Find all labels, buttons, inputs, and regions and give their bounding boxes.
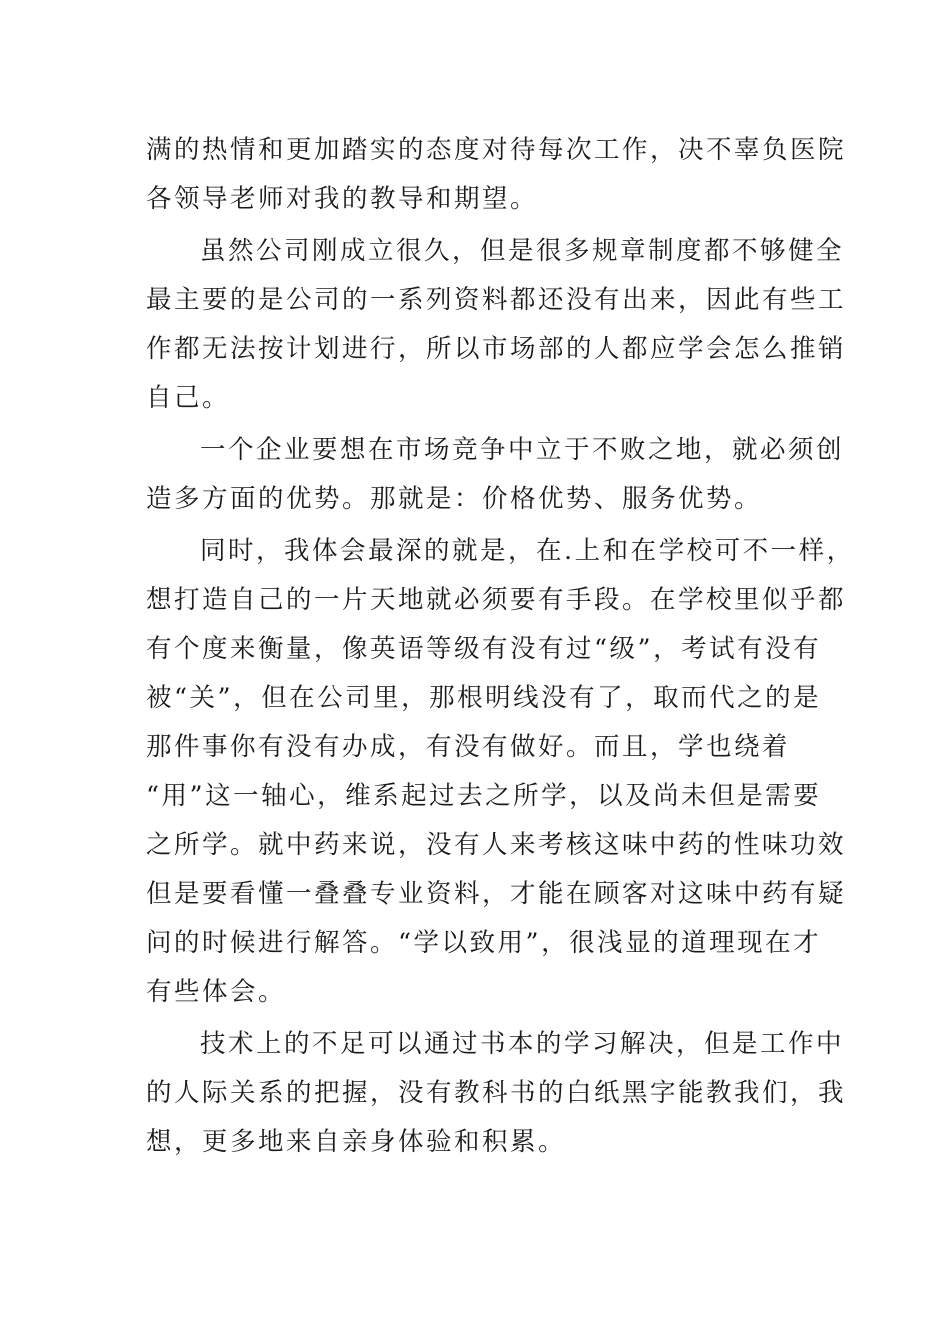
text-line: 造多方面的优势。那就是：价格优势、服务优势。 [146,484,763,514]
text-line: 技术上的不足可以通过书本的学习解决，但是工作中 [200,1029,845,1059]
text-line: 问的时候进行解答。“学以致用”，很浅显的道理现在才 [146,928,822,958]
text-line: 有个度来衡量，像英语等级有没有过“级”，考试有没有 [146,634,822,664]
text-line: 满的热情和更加踏实的态度对待每次工作，决不辜负医院 [146,135,847,165]
text-line: 最主要的是公司的一系列资料都还没有出来，因此有些工 [146,285,847,315]
text-line: 自己。 [146,383,231,413]
paragraph [146,227,847,423]
text-line: 作都无法按计划进行，所以市场部的人都应学会怎么推销 [146,334,847,364]
text-line: 同时，我体会最深的就是，在.上和在学校可不一样， [200,536,855,566]
text-line: 的人际关系的把握，没有教科书的白纸黑字能教我们，我 [146,1078,847,1108]
text-line: 但是要看懂一叠叠专业资料，才能在顾客对这味中药有疑 [146,879,847,909]
text-line: 一个企业要想在市场竞争中立于不败之地，就必须创 [200,435,845,465]
document-body [146,126,855,1170]
text-line: 有些体会。 [146,977,287,1007]
paragraph [146,126,847,224]
text-line: 虽然公司刚成立很久，但是很多规章制度都不够健全 [200,236,845,266]
paragraph [146,426,845,524]
text-line: 之所学。就中药来说，没有人来考核这味中药的性味功效 [146,830,847,860]
paragraph [146,1020,847,1167]
text-line: 想打造自己的一片天地就必须要有手段。在学校里似乎都 [146,585,847,615]
text-line: 想，更多地来自亲身体验和积累。 [146,1127,567,1157]
text-line: 被“关”，但在公司里，那根明线没有了，取而代之的是 [146,683,822,713]
text-line: “用”这一轴心，维系起过去之所学，以及尚未但是需要 [146,781,822,811]
text-line: 各领导老师对我的教导和期望。 [146,184,539,214]
paragraph [146,527,855,1017]
text-line: 那件事你有没有办成，有没有做好。而且，学也绕着 [146,732,791,762]
